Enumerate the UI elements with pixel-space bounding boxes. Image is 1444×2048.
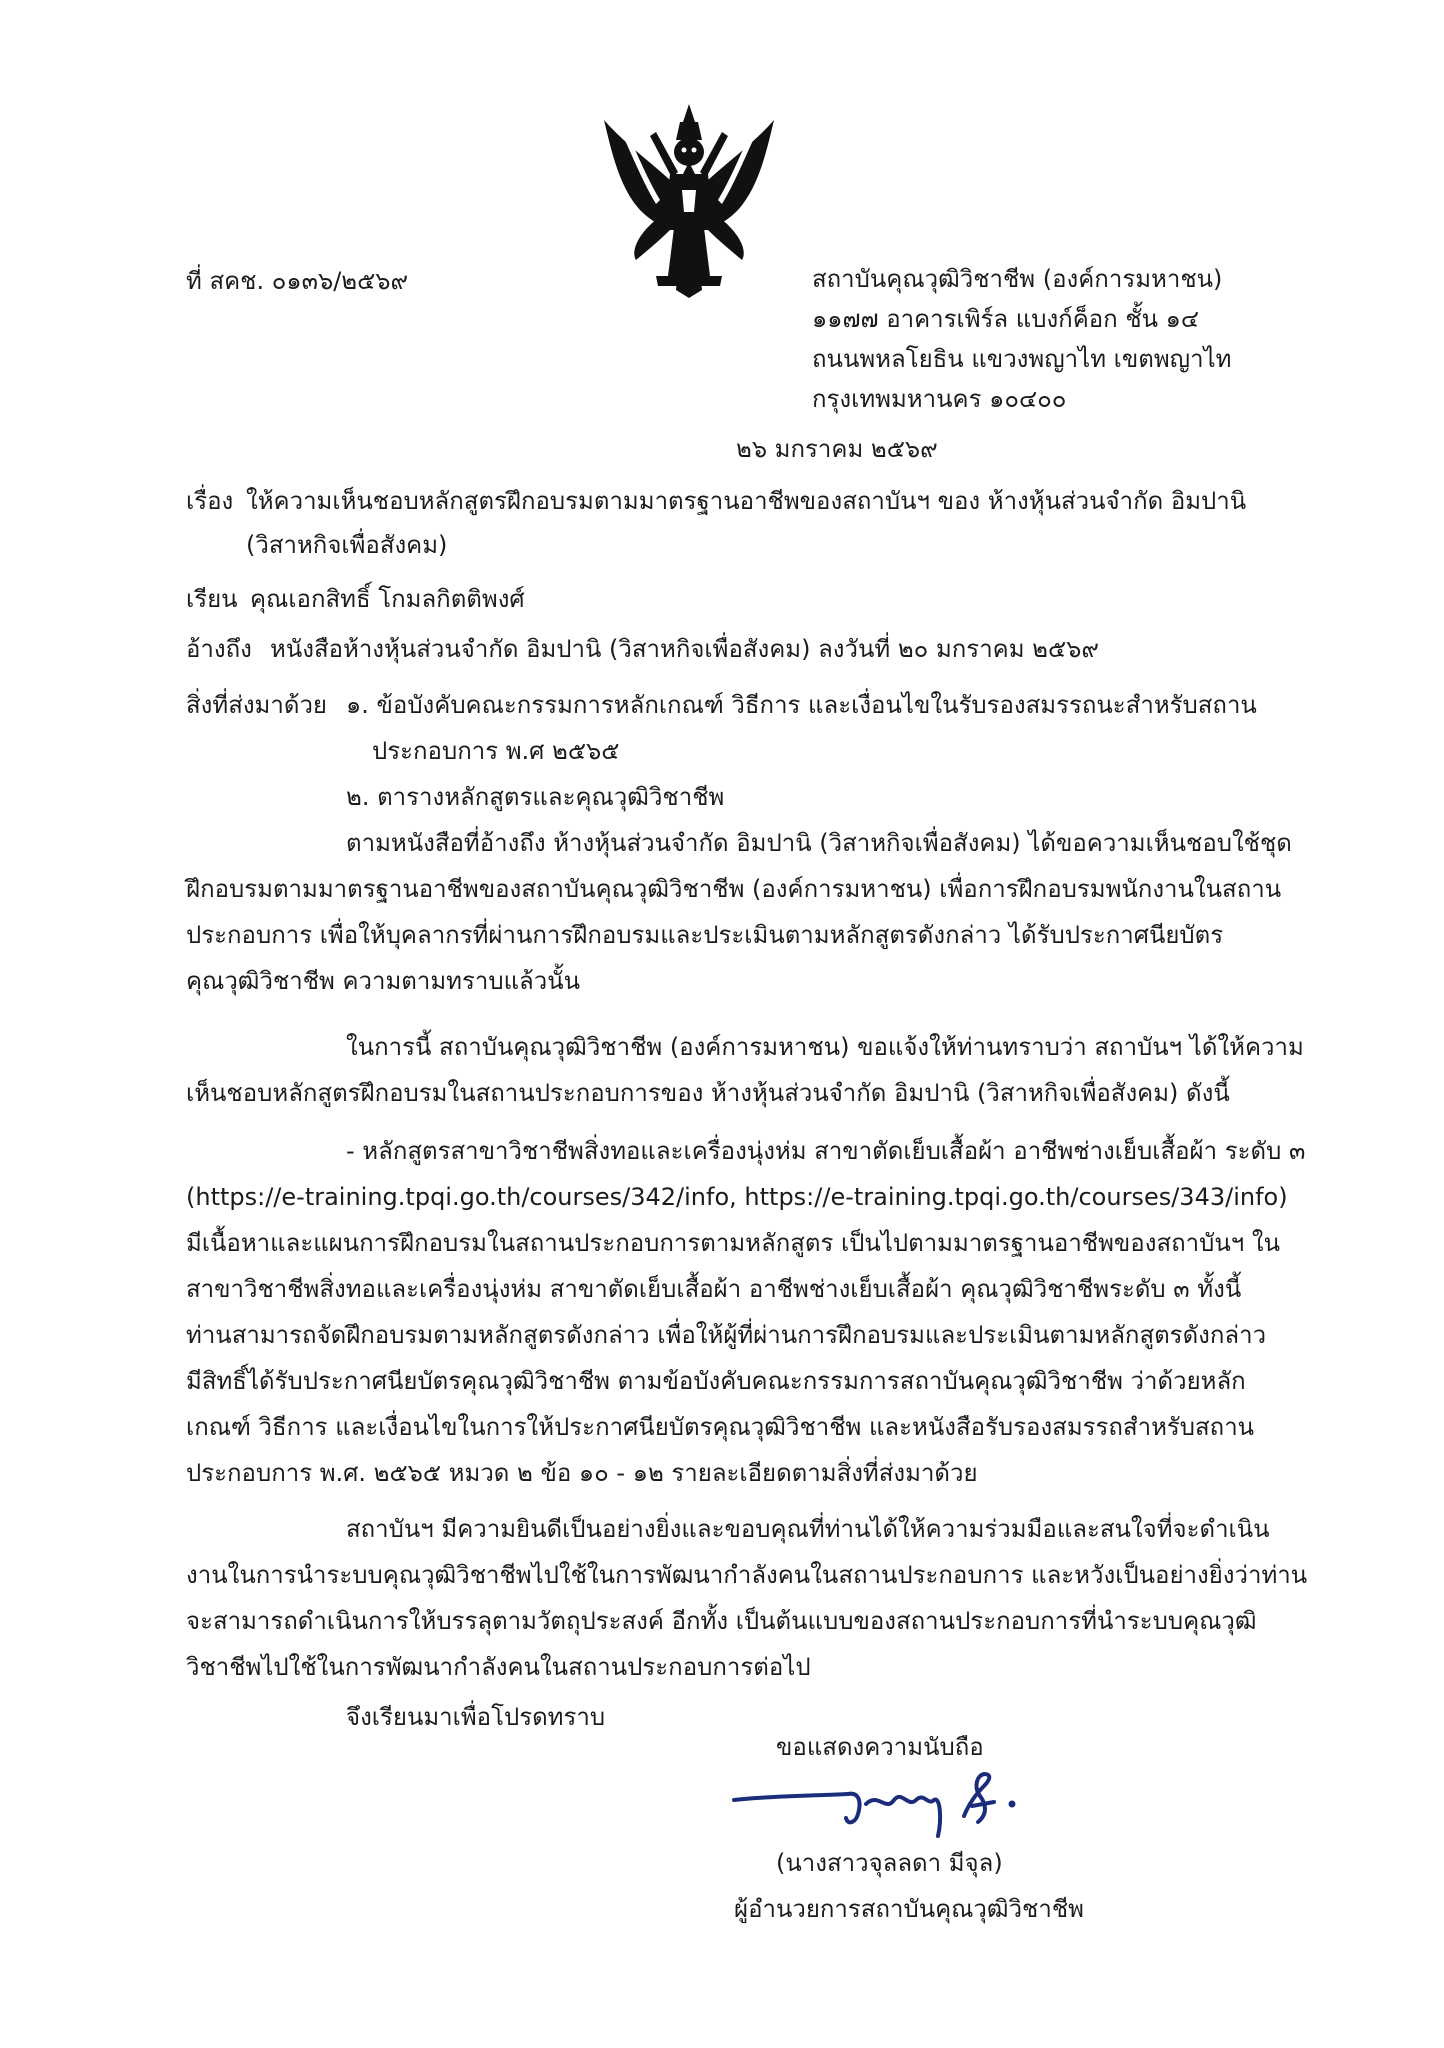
enclosure-item-1-line-1: ๑. ข้อบังคับคณะกรรมการหลักเกณฑ์ วิธีการ และเงื่อนไขในรับรองสมรรถนะสำหรับสถาน [346, 691, 1257, 719]
org-address-line-4: กรุงเทพมหานคร ๑๐๔๐๐ [812, 385, 1067, 413]
paragraph-2-line-2: เห็นชอบหลักสูตรฝึกอบรมในสถานประกอบการของ ห้างหุ้นส่วนจำกัด อิมปานิ (วิสาหกิจเพื่อสังคม) ดังนี้ [186, 1079, 1230, 1107]
paragraph-2-line-1: ในการนี้ สถาบันคุณวุฒิวิชาชีพ (องค์การมหาชน) ขอแจ้งให้ท่านทราบว่า สถาบันฯ ได้ให้ความ [346, 1033, 1304, 1061]
subject-label: เรื่อง [186, 487, 234, 515]
closing-request: จึงเรียนมาเพื่อโปรดทราบ [346, 1703, 606, 1731]
paragraph-4-line-2: งานในการนำระบบคุณวุฒิวิชาชีพไปใช้ในการพัฒนากำลังคนในสถานประกอบการ และหวังเป็นอย่างยิ่งว่าท่าน [186, 1561, 1308, 1589]
paragraph-3-line-8: ประกอบการ พ.ศ. ๒๕๖๕ หมวด ๒ ข้อ ๑๐ - ๑๒ รายละเอียดตามสิ่งที่ส่งมาด้วย [186, 1459, 978, 1487]
org-address-line-2: ๑๑๗๗ อาคารเพิร์ล แบงก์ค็อก ชั้น ๑๔ [812, 305, 1200, 333]
enclosures-label: สิ่งที่ส่งมาด้วย [186, 691, 327, 719]
paragraph-1-line-3: ประกอบการ เพื่อให้บุคลากรที่ผ่านการฝึกอบรมและประเมินตามหลักสูตรดังกล่าว ได้รับประกาศนียบัตร [186, 921, 1224, 949]
letter-date: ๒๖ มกราคม ๒๕๖๙ [736, 435, 938, 463]
signatory-name: (นางสาวจุลลดา มีจุล) [776, 1849, 1003, 1877]
document-number: ที่ สคช. ๐๑๓๖/๒๕๖๙ [186, 267, 409, 295]
paragraph-4-line-4: วิชาชีพไปใช้ในการพัฒนากำลังคนในสถานประกอบการต่อไป [186, 1653, 811, 1681]
enclosure-item-2: ๒. ตารางหลักสูตรและคุณวุฒิวิชาชีพ [346, 783, 725, 811]
paragraph-3-line-4: สาขาวิชาชีพสิ่งทอและเครื่องนุ่งห่ม สาขาตัดเย็บเสื้อผ้า อาชีพช่างเย็บเสื้อผ้า คุณวุฒิวิชาชีพระดับ ๓ ทั้งนี้ [186, 1275, 1242, 1303]
paragraph-1-line-1: ตามหนังสือที่อ้างถึง ห้างหุ้นส่วนจำกัด อิมปานิ (วิสาหกิจเพื่อสังคม) ได้ขอความเห็นชอบใช้ชุด [346, 829, 1292, 857]
recipient-name: คุณเอกสิทธิ์ โกมลกิตติพงศ์ [250, 585, 525, 613]
paragraph-3-line-5: ท่านสามารถจัดฝึกอบรมตามหลักสูตรดังกล่าว เพื่อให้ผู้ที่ผ่านการฝึกอบรมและประเมินตามหลักสูตรดังกล่าว [186, 1321, 1267, 1349]
reference-text: หนังสือห้างหุ้นส่วนจำกัด อิมปานิ (วิสาหกิจเพื่อสังคม) ลงวันที่ ๒๐ มกราคม ๒๕๖๙ [270, 635, 1099, 663]
salutation: ขอแสดงความนับถือ [776, 1733, 984, 1761]
reference-label: อ้างถึง [186, 635, 252, 663]
subject-line-1: ให้ความเห็นชอบหลักสูตรฝึกอบรมตามมาตรฐานอาชีพของสถาบันฯ ของ ห้างหุ้นส่วนจำกัด อิมปานิ [246, 487, 1247, 515]
paragraph-3-line-2: (https://e-training.tpqi.go.th/courses/342/info, https://e-training.tpqi.go.th/courses/343/info) [186, 1183, 1288, 1211]
handwritten-signature [728, 1756, 1058, 1844]
paragraph-4-line-1: สถาบันฯ มีความยินดีเป็นอย่างยิ่งและขอบคุณที่ท่านได้ให้ความร่วมมือและสนใจที่จะดำเนิน [346, 1515, 1270, 1543]
paragraph-3-line-6: มีสิทธิ์ได้รับประกาศนียบัตรคุณวุฒิวิชาชีพ ตามข้อบังคับคณะกรรมการสถาบันคุณวุฒิวิชาชีพ ว่าด้วยหลัก [186, 1367, 1246, 1395]
paragraph-4-line-3: จะสามารถดำเนินการให้บรรลุตามวัตถุประสงค์ อีกทั้ง เป็นต้นแบบของสถานประกอบการที่นำระบบคุณวุฒิ [186, 1607, 1257, 1635]
paragraph-3-line-3: มีเนื้อหาและแผนการฝึกอบรมในสถานประกอบการตามหลักสูตร เป็นไปตามมาตรฐานอาชีพของสถาบันฯ ใน [186, 1229, 1280, 1257]
enclosure-item-1-line-2: ประกอบการ พ.ศ ๒๕๖๕ [372, 737, 620, 765]
paragraph-3-line-7: เกณฑ์ วิธีการ และเงื่อนไขในการให้ประกาศนียบัตรคุณวุฒิวิชาชีพ และหนังสือรับรองสมรรถสำหรับสถาน [186, 1413, 1255, 1441]
paragraph-1-line-2: ฝึกอบรมตามมาตรฐานอาชีพของสถาบันคุณวุฒิวิชาชีพ (องค์การมหาชน) เพื่อการฝึกอบรมพนักงานในสถาน [186, 875, 1282, 903]
paragraph-1-line-4: คุณวุฒิวิชาชีพ ความตามทราบแล้วนั้น [186, 967, 581, 995]
org-address-line-1: สถาบันคุณวุฒิวิชาชีพ (องค์การมหาชน) [812, 265, 1223, 293]
recipient-label: เรียน [186, 585, 238, 613]
paragraph-3-line-1: - หลักสูตรสาขาวิชาชีพสิ่งทอและเครื่องนุ่งห่ม สาขาตัดเย็บเสื้อผ้า อาชีพช่างเย็บเสื้อผ้า ระดับ ๓ [346, 1137, 1306, 1165]
signatory-position: ผู้อำนวยการสถาบันคุณวุฒิวิชาชีพ [734, 1895, 1084, 1923]
garuda-emblem-icon [598, 100, 780, 300]
org-address-line-3: ถนนพหลโยธิน แขวงพญาไท เขตพญาไท [812, 345, 1232, 373]
subject-line-2: (วิสาหกิจเพื่อสังคม) [246, 531, 448, 559]
